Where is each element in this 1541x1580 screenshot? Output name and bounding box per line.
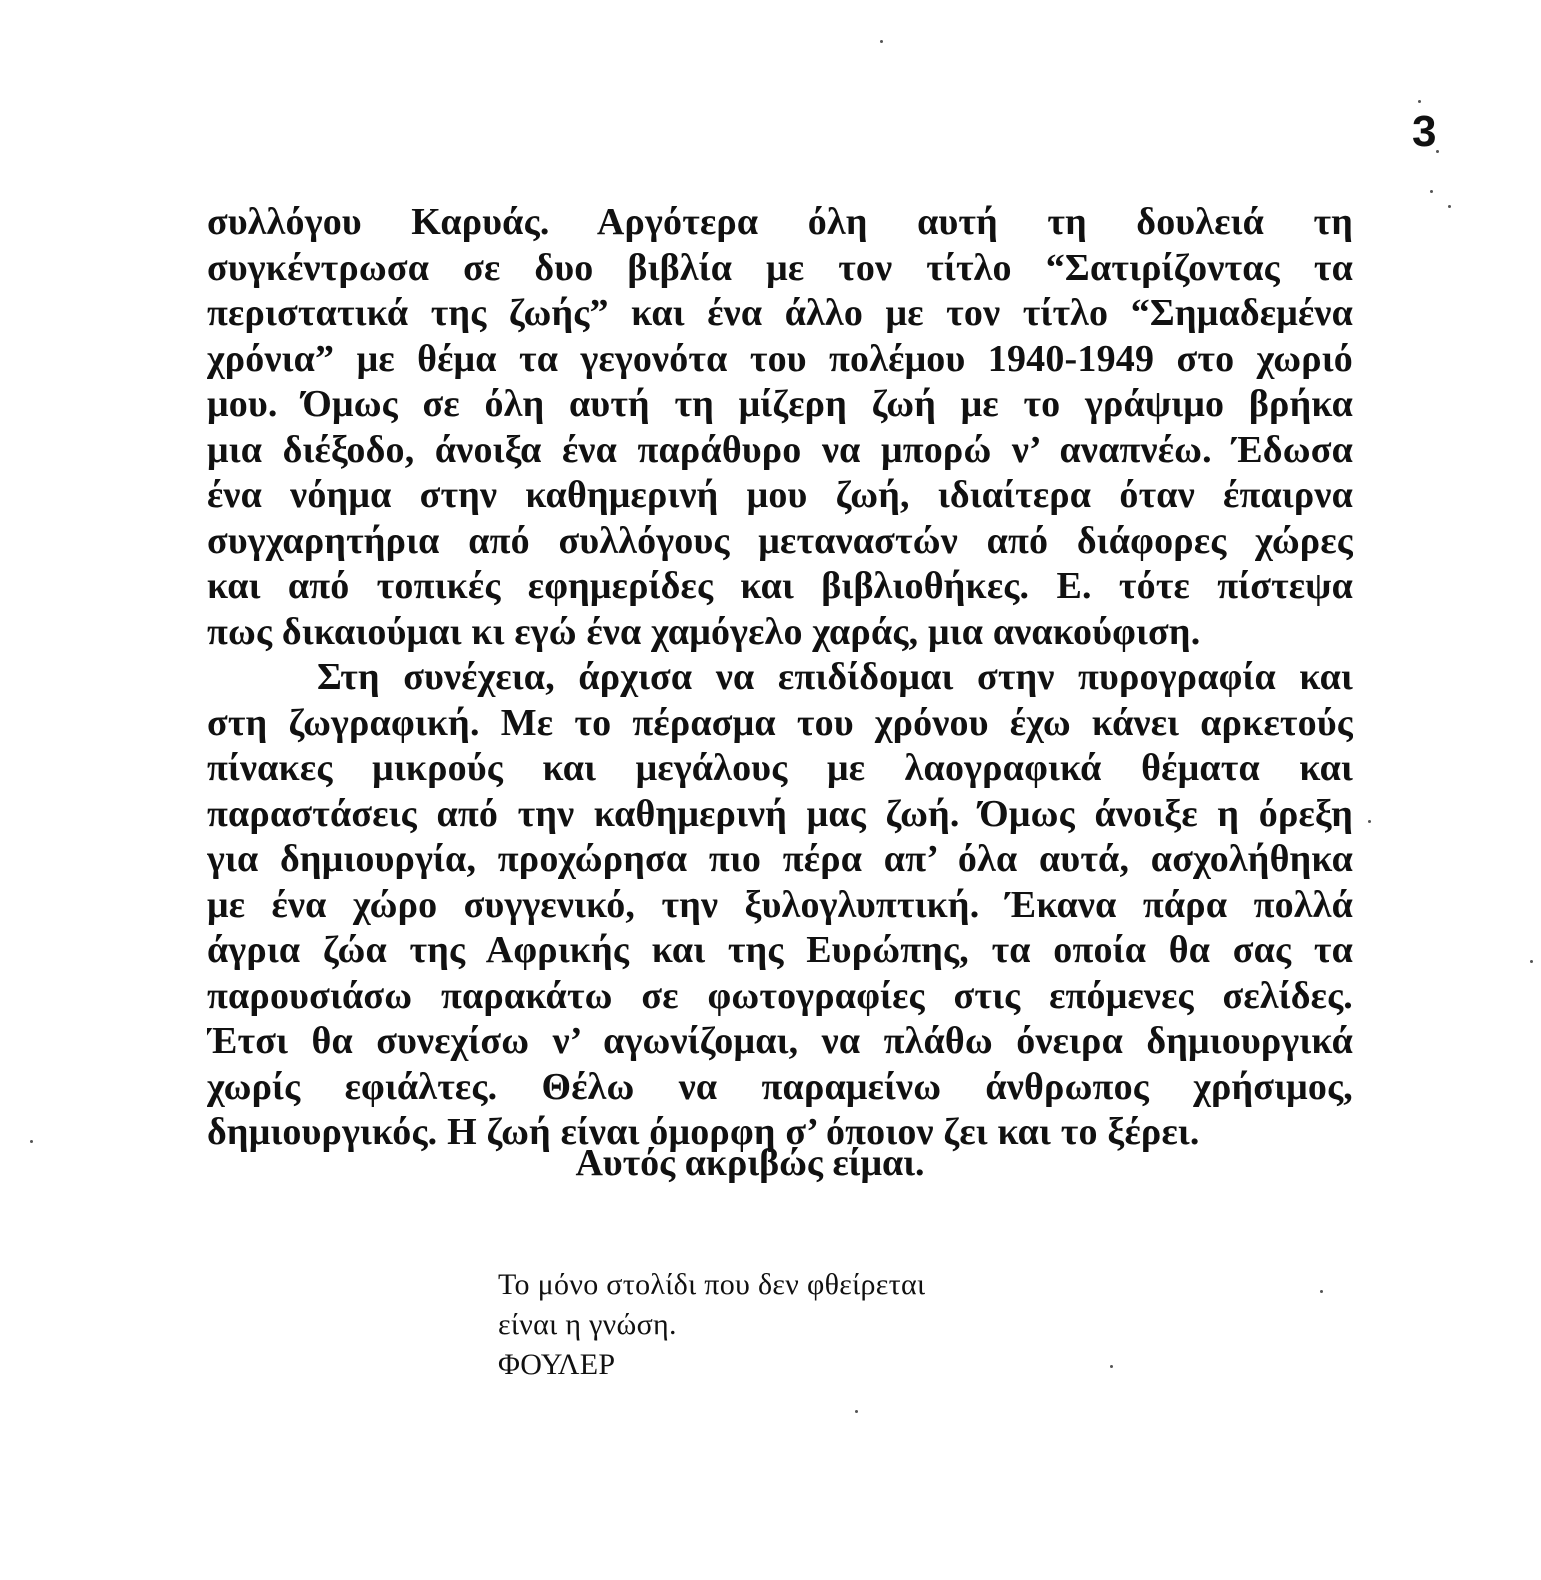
text-line: συγκέντρωσα σε δυο βιβλία με τον τίτλο “Σατιρίζοντας τα [207, 246, 1353, 289]
text-line: Έτσι θα συνεχίσω ν’ αγωνίζομαι, να πλάθω όνειρα δημιουργικά [207, 1020, 1353, 1062]
text-line: μια διέξοδο, άνοιξα ένα παράθυρο να μπορώ ν’ αναπνέω. Έδωσα [207, 428, 1353, 471]
scan-speck [1110, 1365, 1113, 1368]
text-line: χρόνια” με θέμα τα γεγονότα του πολέμου 1940-1949 στο χωριό [207, 337, 1353, 380]
quote-block [498, 1265, 925, 1385]
text-line: παραστάσεις από την καθημερινή μας ζωή. Όμως άνοιξε η όρεξη [207, 792, 1353, 835]
scan-speck [880, 40, 883, 43]
scan-speck [1436, 150, 1439, 153]
text-line: με ένα χώρο συγγενικό, την ξυλογλυπτική. Έκανα πάρα πολλά [207, 883, 1353, 926]
text-line: χωρίς εφιάλτες. Θέλω να παραμείνω άνθρωπος χρήσιμος, [207, 1065, 1353, 1108]
scan-speck [1430, 190, 1433, 193]
text-line: για δημιουργία, προχώρησα πιο πέρα απ’ όλα αυτά, ασχολήθηκα [207, 838, 1353, 880]
page-number: 3 [1412, 107, 1437, 156]
text-line: στη ζωγραφική. Με το πέρασμα του χρόνου έχω κάνει αρκετούς [207, 701, 1353, 744]
body-paragraphs [207, 200, 1353, 1156]
quote-line: είναι η γνώση. [498, 1308, 677, 1341]
scan-speck [1530, 960, 1533, 963]
text-line: δημιουργικός. Η ζωή είναι όμορφη σ’ όποιον ζει και το ξέρει. [207, 1111, 1200, 1153]
text-line: συλλόγου Καρυάς. Αργότερα όλη αυτή τη δουλειά τη [207, 201, 1353, 243]
closing-line: Αυτός ακριβώς είμαι. [575, 1142, 925, 1184]
text-line: πίνακες μικρούς και μεγάλους με λαογραφικά θέματα και [207, 747, 1353, 789]
scan-speck [1418, 100, 1421, 103]
scan-speck [1368, 820, 1371, 823]
text-line: περιστατικά της ζωής” και ένα άλλο με τον τίτλο “Σημαδεμένα [207, 292, 1353, 334]
text-line: παρουσιάσω παρακάτω σε φωτογραφίες στις επόμενες σελίδες. [207, 974, 1353, 1017]
scan-speck [855, 1410, 858, 1413]
quote-line: Το μόνο στολίδι που δεν φθείρεται [498, 1268, 926, 1301]
scan-speck [30, 1140, 33, 1143]
text-line: ένα νόημα στην καθημερινή μου ζωή, ιδιαίτερα όταν έπαιρνα [207, 474, 1353, 516]
scan-speck [1320, 1290, 1323, 1293]
text-line: συγχαρητήρια από συλλόγους μεταναστών από διάφορες χώρες [207, 519, 1353, 562]
text-line: άγρια ζώα της Αφρικής και της Ευρώπης, τα οποία θα σας τα [207, 929, 1353, 971]
text-line: και από τοπικές εφημερίδες και βιβλιοθήκες. Ε. τότε πίστεψα [207, 565, 1353, 607]
quote-author: ΦΟΥΛΕΡ [498, 1348, 616, 1381]
scan-speck [1448, 205, 1451, 208]
text-line: πως δικαιούμαι κι εγώ ένα χαμόγελο χαράς, μια ανακούφιση. [207, 610, 1201, 653]
text-line: Στη συνέχεια, άρχισα να επιδίδομαι στην πυρογραφία και [317, 656, 1353, 698]
text-line: μου. Όμως σε όλη αυτή τη μίζερη ζωή με το γράψιμο βρήκα [207, 383, 1353, 425]
